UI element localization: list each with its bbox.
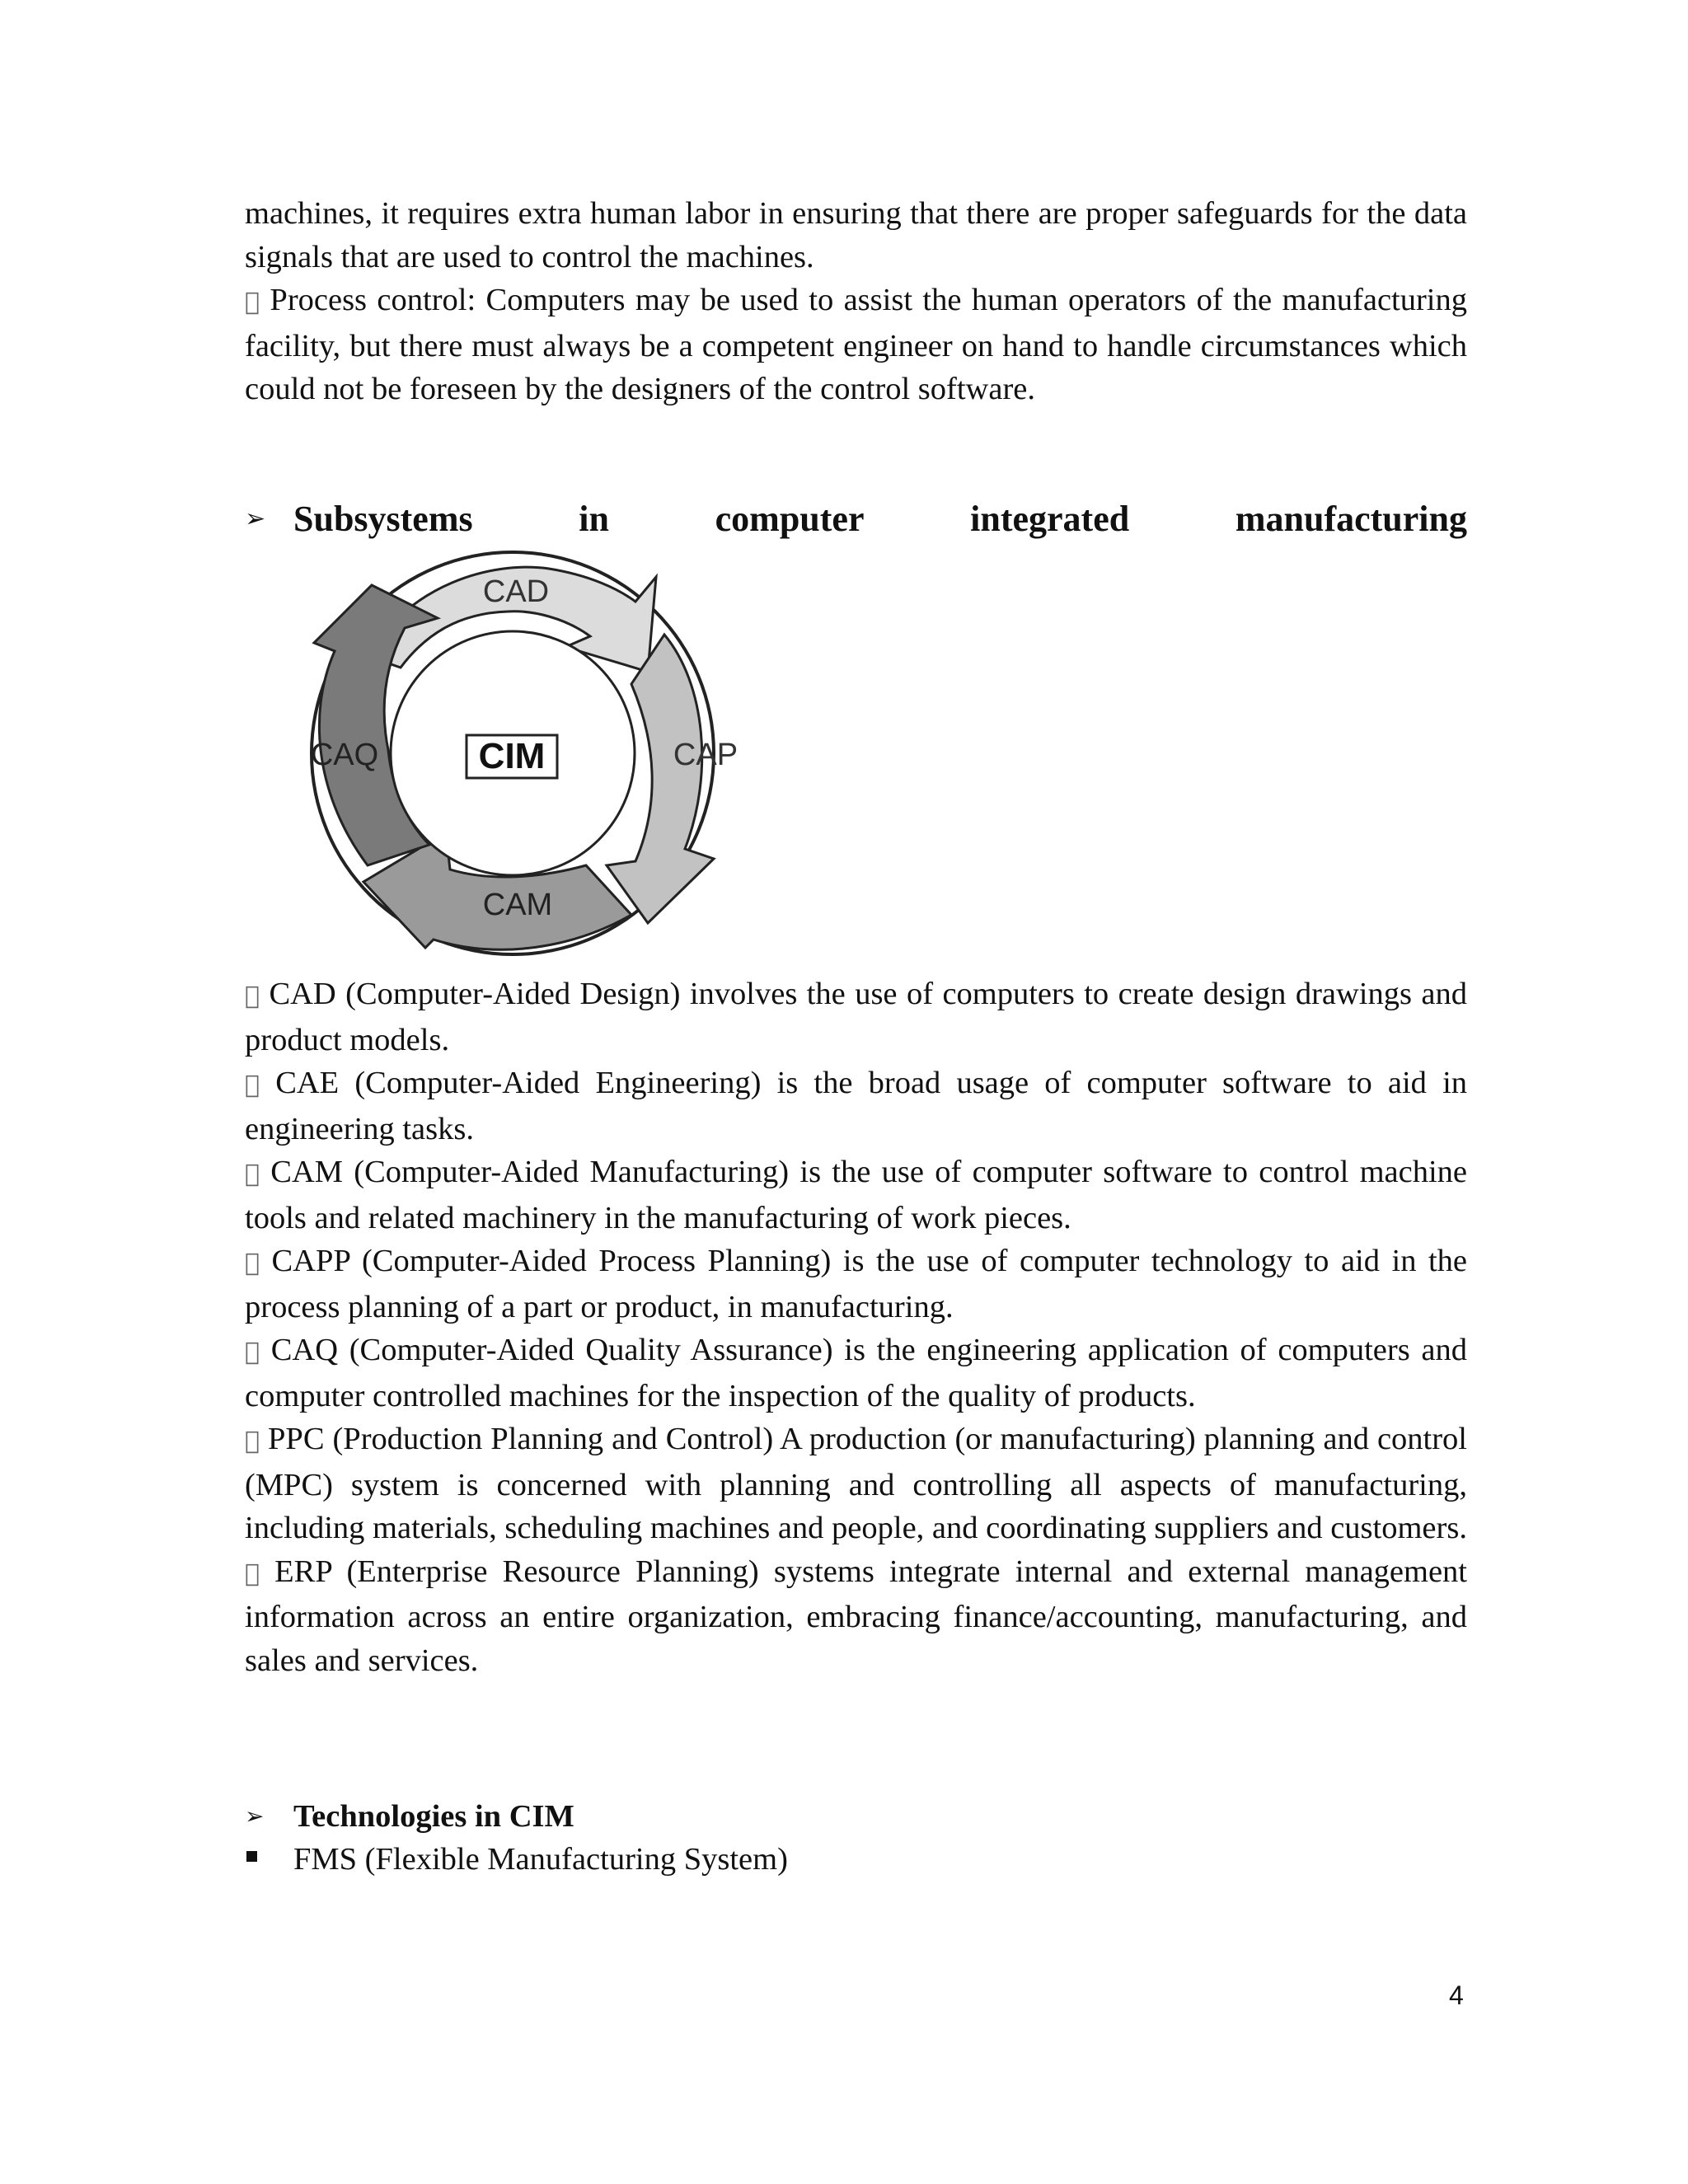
paragraph-process-control	[245, 279, 1467, 411]
bullet-icon	[245, 1071, 260, 1099]
definition-text: ERP (Enterprise Resource Planning) systems integrate internal and external management information across an entire organization, embracing finance/accounting, manufacturing, and sales and services.	[245, 1554, 1467, 1678]
cap-label: CAP	[673, 738, 738, 772]
definitions-list	[245, 972, 1467, 1682]
bullet-icon	[245, 1249, 260, 1277]
definition-text: CAM (Computer-Aided Manufacturing) is the use of computer software to control machine tools and related machinery in the manufacturing of work pieces.	[245, 1155, 1467, 1235]
cim-cycle-diagram	[302, 552, 738, 964]
bullet-icon	[245, 982, 260, 1010]
definition-text: PPC (Production Planning and Control) A production (or manufacturing) planning and control (MPC) system is concerned with planning and controlling all aspects of manufacturing, including materials, scheduling machines and people, and coordinating suppliers and customers.	[245, 1422, 1467, 1545]
definition-text: CAE (Computer-Aided Engineering) is the broad usage of computer software to aid in engineering tasks.	[245, 1066, 1467, 1146]
heading-word: computer	[715, 499, 865, 539]
definition-item	[245, 1151, 1467, 1240]
heading-word: manufacturing	[1235, 499, 1467, 539]
definition-item	[245, 1240, 1467, 1329]
definition-text: CAD (Computer-Aided Design) involves the use of computers to create design drawings and product models.	[245, 977, 1467, 1057]
bullet-icon	[245, 1427, 260, 1455]
heading-word: Subsystems	[293, 499, 473, 539]
bullet-icon	[245, 1160, 260, 1188]
definition-item	[245, 1329, 1467, 1418]
arrow-bullet-icon: ➢	[245, 504, 266, 533]
heading-word: integrated	[970, 499, 1130, 539]
bullet-icon	[245, 1559, 260, 1588]
cad-label: CAD	[482, 574, 550, 609]
heading-word: in	[579, 499, 609, 539]
bullet-icon	[245, 1338, 260, 1366]
square-bullet-icon	[246, 1851, 257, 1862]
definition-item	[245, 1550, 1467, 1683]
arrow-bullet-icon: ➢	[245, 1802, 265, 1830]
process-control-text: Process control: Computers may be used to assist the human operators of the manufacturing facility, but there must always be a competent engineer on hand to handle circumstances which could not be foreseen by the designers of the control software.	[245, 283, 1467, 406]
definition-text: CAQ (Computer-Aided Quality Assurance) is the engineering application of computers and computer controlled machines for the inspection of the quality of products.	[245, 1333, 1467, 1413]
page-number: 4	[1449, 1980, 1464, 2010]
cim-label: CIM	[478, 736, 546, 776]
cam-label: CAM	[482, 888, 553, 922]
definition-item	[245, 972, 1467, 1062]
caq-label: CAQ	[310, 738, 379, 772]
intro-block	[245, 192, 1467, 411]
definition-text: CAPP (Computer-Aided Process Planning) is the use of computer technology to aid in the process planning of a part or product, in manufacturing.	[245, 1244, 1467, 1324]
bullet-icon	[245, 288, 260, 316]
definition-item	[245, 1062, 1467, 1151]
definition-item	[245, 1418, 1467, 1550]
paragraph-machines: machines, it requires extra human labor in ensuring that there are proper safeguards for the data signals that are used to control the machines.	[245, 196, 1467, 274]
technologies-title: Technologies in CIM	[293, 1799, 574, 1834]
technology-item-text: FMS (Flexible Manufacturing System)	[293, 1842, 788, 1877]
